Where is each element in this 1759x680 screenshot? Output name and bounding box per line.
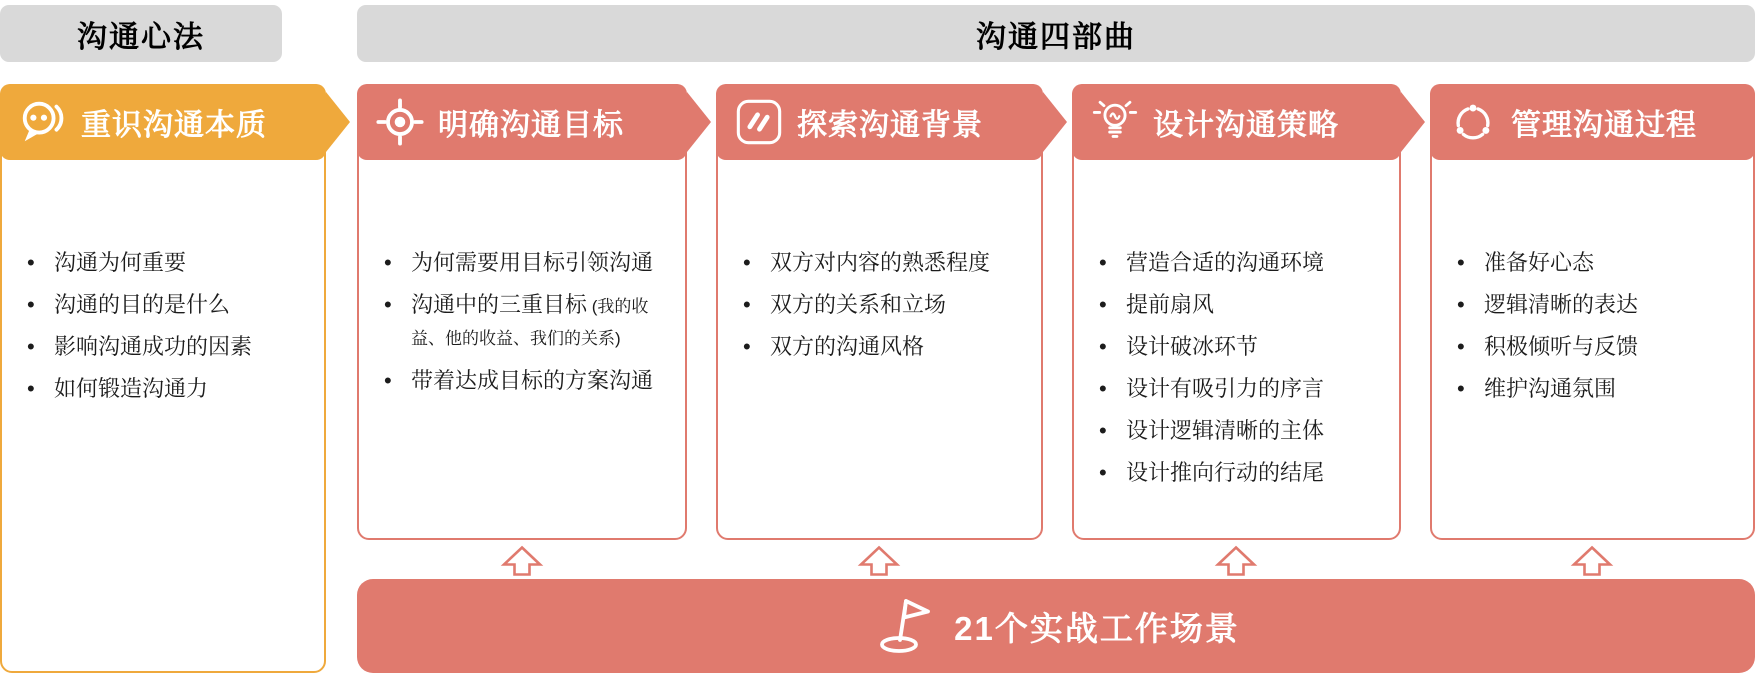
flag-icon [872, 596, 936, 656]
list-item: • 影响沟通成功的因素 [24, 332, 314, 362]
up-arrow-icon [500, 545, 544, 577]
column-header [716, 84, 1043, 160]
list-item: • 双方的关系和立场 [740, 290, 1031, 320]
up-arrow-icon [857, 545, 901, 577]
list-item: • 提前扇风 [1096, 290, 1389, 320]
header-arrow-tip [1043, 92, 1067, 152]
list-item: • 积极倾听与反馈 [1454, 332, 1743, 362]
column-explore-background [716, 84, 1043, 540]
chat-bubble-icon [18, 97, 68, 147]
double-slash-icon [734, 97, 784, 147]
list-item: • 沟通的目的是什么 [24, 290, 314, 320]
scenarios-banner [357, 579, 1755, 673]
column-item-list [381, 160, 675, 408]
list-item: • 带着达成目标的方案沟通 [381, 366, 675, 396]
list-item: • 设计逻辑清晰的主体 [1096, 416, 1389, 446]
lightbulb-icon [1090, 97, 1140, 147]
list-item: • 设计有吸引力的序言 [1096, 374, 1389, 404]
column-clarify-goal [357, 84, 687, 540]
list-item: • 设计推向行动的结尾 [1096, 458, 1389, 488]
banner-four-steps [357, 5, 1755, 62]
banner-mindset [0, 5, 282, 62]
list-item: • 设计破冰环节 [1096, 332, 1389, 362]
list-item: • 逻辑清晰的表达 [1454, 290, 1743, 320]
banner-four-steps-label: 沟通四部曲 [976, 20, 1136, 54]
target-icon [375, 97, 425, 147]
column-design-strategy [1072, 84, 1401, 540]
column-item-list [740, 160, 1031, 374]
list-item: • 为何需要用目标引领沟通 [381, 248, 675, 278]
banner-mindset-label: 沟通心法 [77, 20, 205, 54]
list-item: • 维护沟通氛围 [1454, 374, 1743, 404]
list-item-note: (我的收益、他的收益、我们的关系) [411, 297, 649, 348]
column-header [1072, 84, 1401, 160]
column-header [1430, 84, 1755, 160]
header-arrow-tip [326, 92, 350, 152]
up-arrow-icon [1570, 545, 1614, 577]
header-arrow-tip [687, 92, 711, 152]
column-title: 明确沟通目标 [438, 109, 624, 142]
column-title: 探索沟通背景 [797, 109, 983, 142]
list-item: • 沟通为何重要 [24, 248, 314, 278]
list-item: • 双方的沟通风格 [740, 332, 1031, 362]
up-arrow-icon [1214, 545, 1258, 577]
list-item: • 双方对内容的熟悉程度 [740, 248, 1031, 278]
column-item-list [24, 160, 314, 416]
header-arrow-tip [1401, 92, 1425, 152]
column-communication-essence [0, 84, 326, 673]
column-item-list [1096, 160, 1389, 500]
list-item: • 沟通中的三重目标 (我的收益、他的收益、我们的关系) [381, 290, 675, 354]
column-item-list [1454, 160, 1743, 416]
list-item: • 营造合适的沟通环境 [1096, 248, 1389, 278]
column-header [0, 84, 326, 160]
column-title: 设计沟通策略 [1153, 109, 1339, 142]
cycle-icon [1448, 97, 1498, 147]
column-title: 管理沟通过程 [1511, 109, 1697, 142]
column-header [357, 84, 687, 160]
list-item: • 准备好心态 [1454, 248, 1743, 278]
scenarios-banner-label: 21个实战工作场景 [954, 609, 1240, 647]
column-manage-process [1430, 84, 1755, 540]
list-item: • 如何锻造沟通力 [24, 374, 314, 404]
column-title: 重识沟通本质 [81, 109, 267, 142]
